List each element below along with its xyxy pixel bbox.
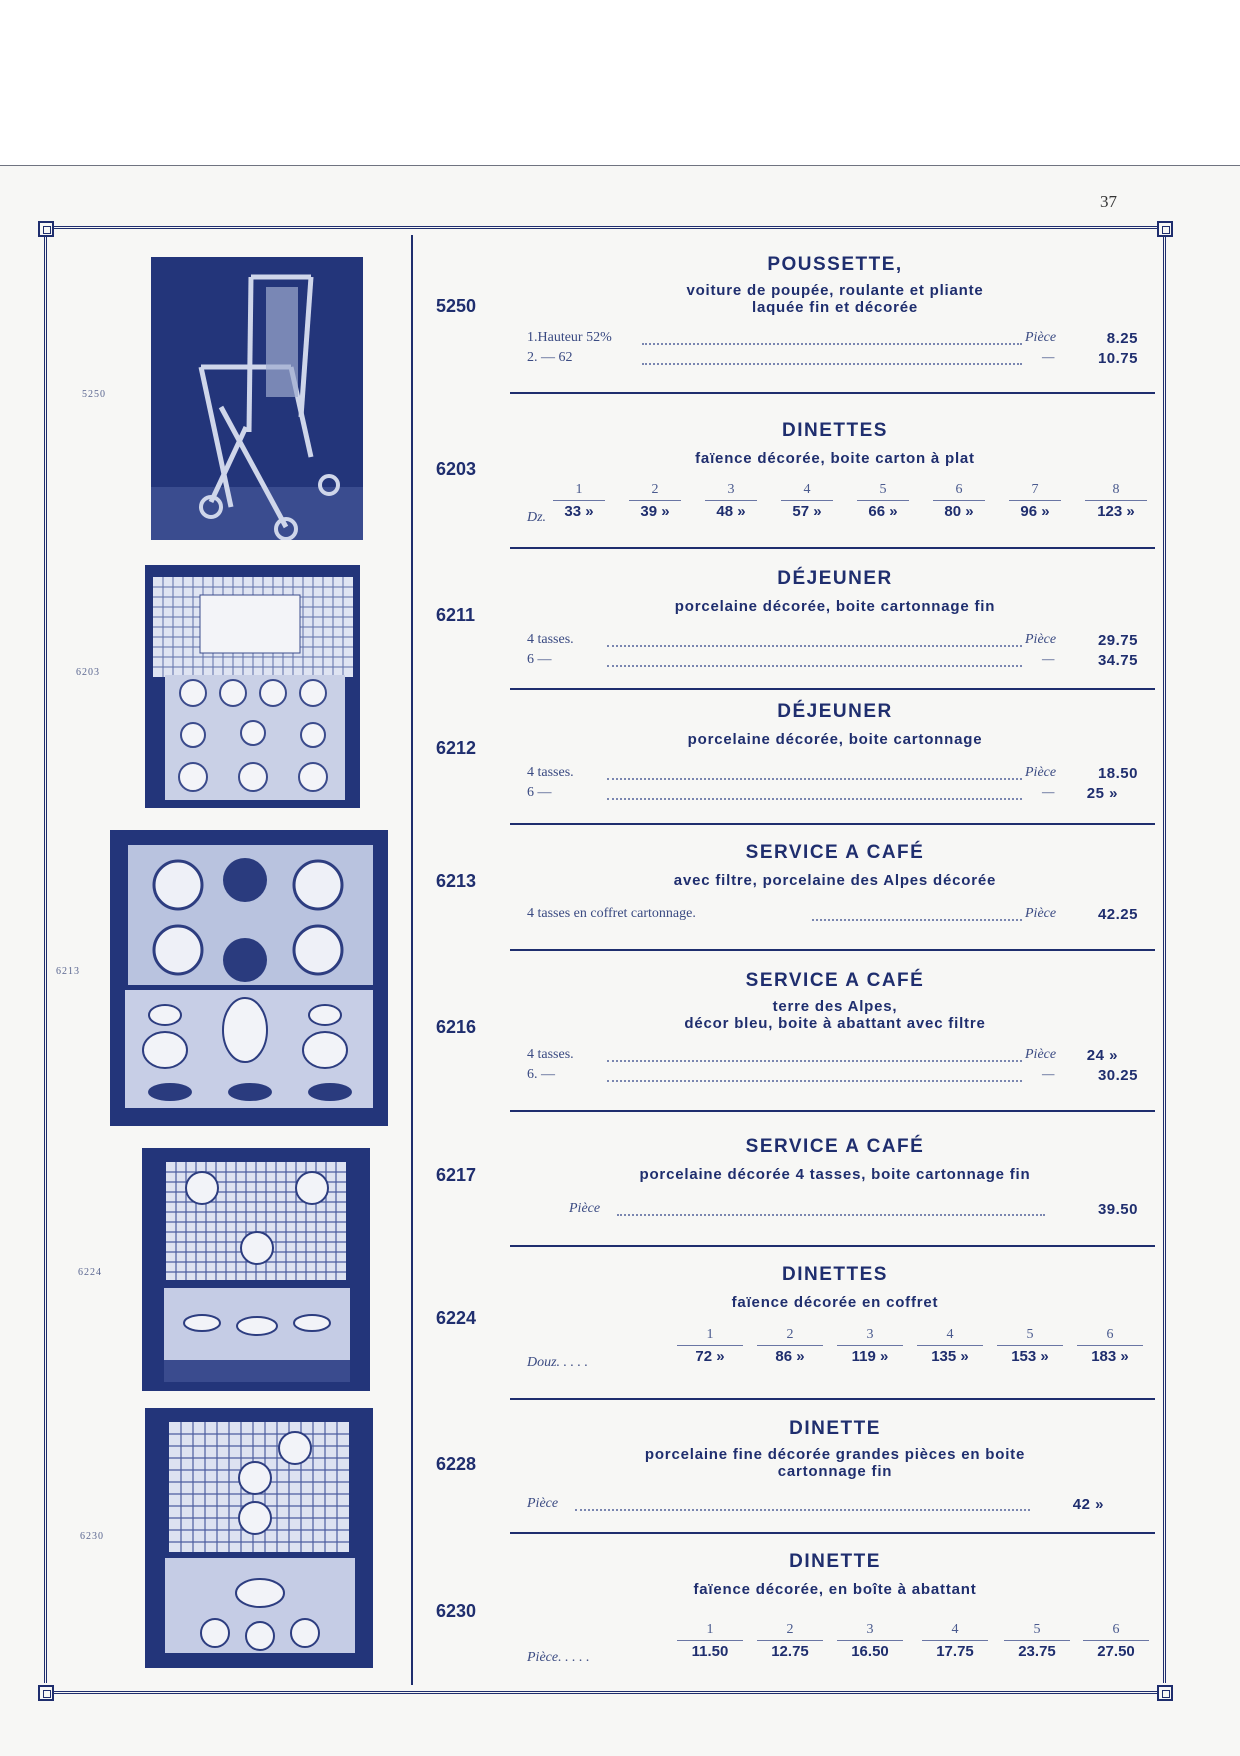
size-price: 183 »: [1077, 1345, 1143, 1365]
photo-label: 6213: [56, 966, 80, 977]
price-unit: Pièce: [1025, 765, 1057, 780]
item-code: 5250: [436, 296, 477, 316]
size-price: 39 »: [629, 500, 681, 520]
size-price: 48 »: [705, 500, 757, 520]
entry-6203: [515, 420, 1155, 467]
entry-title: DINETTE: [789, 1551, 881, 1572]
price-label: 6 —: [527, 652, 552, 667]
price-row: [527, 1201, 1144, 1219]
price-label: 1.Hauteur 52%: [527, 330, 612, 345]
size-price: 80 »: [933, 500, 985, 520]
price-value: 30.25: [1097, 1067, 1138, 1084]
entry-6211: [515, 568, 1155, 615]
page-number: 37: [1100, 192, 1117, 211]
entry-separator: [510, 1110, 1155, 1112]
entry-description: cartonnage fin: [777, 1463, 893, 1480]
price-grid-lead: Douz. . . . .: [527, 1355, 589, 1370]
size-number: 5: [879, 482, 887, 497]
photo-label: 6224: [78, 1267, 102, 1278]
price-value: 34.75: [1097, 652, 1138, 669]
leader-dots: [812, 906, 1022, 921]
size-price: 12.75: [757, 1640, 823, 1660]
price-label: 2. — 62: [527, 350, 573, 365]
price-value: 42 »: [1072, 1496, 1104, 1513]
photo-label: 5250: [82, 389, 106, 400]
entry-title: DINETTE: [789, 1418, 881, 1439]
photo-coffee-service: [110, 830, 388, 1126]
entry-5250: [515, 254, 1155, 316]
size-number: 6: [1106, 1327, 1114, 1342]
price-label: 6. —: [527, 1067, 555, 1082]
entry-6212: [515, 701, 1155, 748]
entry-description: faïence décorée, en boîte à abattant: [693, 1581, 977, 1598]
price-grid: [527, 1327, 1157, 1372]
size-number: 2: [786, 1622, 794, 1637]
size-number: 3: [727, 482, 735, 497]
price-value: 42.25: [1097, 906, 1138, 923]
price-unit: —: [1042, 652, 1055, 667]
price-unit: Pièce: [1025, 1047, 1057, 1062]
size-number: 2: [786, 1327, 794, 1342]
frame-left: [44, 236, 47, 1683]
item-code: 6217: [436, 1165, 477, 1185]
entry-description: porcelaine décorée, boite cartonnage fin: [674, 598, 996, 615]
size-price: 16.50: [837, 1640, 903, 1660]
price-row: [527, 1047, 1144, 1065]
price-label: Pièce: [569, 1201, 601, 1216]
size-price: 72 »: [677, 1345, 743, 1365]
size-price: 135 »: [917, 1345, 983, 1365]
size-price: 27.50: [1083, 1640, 1149, 1660]
price-unit: Pièce: [1025, 330, 1057, 345]
price-value: 8.25: [1106, 330, 1138, 347]
photo-dinette-coffret: [142, 1148, 370, 1391]
price-grid: [527, 482, 1157, 527]
entry-6217: [515, 1136, 1155, 1183]
leader-dots: [617, 1201, 1045, 1216]
size-number: 6: [955, 482, 963, 497]
price-unit: —: [1042, 350, 1055, 365]
price-row: [527, 785, 1144, 803]
price-cell: [1004, 1622, 1070, 1660]
price-cell: [997, 1327, 1063, 1365]
price-value: 29.75: [1097, 632, 1138, 649]
price-row: [527, 906, 1144, 924]
size-number: 6: [1112, 1622, 1120, 1637]
entry-6216: [515, 970, 1155, 1032]
price-cell: [922, 1622, 988, 1660]
size-number: 1: [575, 482, 583, 497]
price-cell: [677, 1622, 743, 1660]
leader-dots: [607, 765, 1022, 780]
corner-ornament-icon: [38, 1685, 54, 1701]
size-price: 123 »: [1085, 500, 1147, 520]
entry-6224: [515, 1264, 1155, 1311]
size-number: 4: [803, 482, 811, 497]
price-unit: Pièce: [1025, 632, 1057, 647]
entry-separator: [510, 1245, 1155, 1247]
size-price: 66 »: [857, 500, 909, 520]
size-number: 7: [1031, 482, 1039, 497]
price-cell: [1085, 482, 1147, 520]
entry-separator: [510, 1398, 1155, 1400]
item-code: 6228: [436, 1454, 477, 1474]
price-value: 39.50: [1097, 1201, 1138, 1218]
entry-title: DINETTES: [782, 1264, 888, 1285]
item-code: 6216: [436, 1017, 477, 1037]
price-grid-lead: Pièce. . . . .: [527, 1650, 590, 1665]
entry-title: POUSSETTE,: [767, 254, 903, 275]
price-cell: [1077, 1327, 1143, 1365]
price-label: 4 tasses.: [527, 765, 574, 780]
item-code: 6211: [436, 605, 476, 625]
entry-6213: [515, 842, 1155, 889]
size-number: 2: [651, 482, 659, 497]
entry-title: SERVICE A CAFÉ: [745, 842, 925, 863]
size-number: 1: [706, 1622, 714, 1637]
price-value: 24 »: [1086, 1047, 1118, 1064]
price-cell: [705, 482, 757, 520]
size-number: 3: [866, 1622, 874, 1637]
size-price: 96 »: [1009, 500, 1061, 520]
entry-description: porcelaine décorée 4 tasses, boite cartonnage fin: [639, 1166, 1031, 1183]
price-cell: [781, 482, 833, 520]
price-unit: Pièce: [1025, 906, 1057, 921]
entry-separator: [510, 949, 1155, 951]
price-unit: —: [1042, 785, 1055, 800]
entry-title: DINETTES: [782, 420, 888, 441]
entry-description: terre des Alpes,: [772, 998, 898, 1015]
leader-dots: [607, 785, 1022, 800]
photo-dinette-box: [145, 565, 360, 808]
size-price: 86 »: [757, 1345, 823, 1365]
corner-ornament-icon: [1157, 221, 1173, 237]
size-number: 5: [1033, 1622, 1041, 1637]
price-cell: [933, 482, 985, 520]
price-cell: [1083, 1622, 1149, 1660]
leader-dots: [607, 1047, 1022, 1062]
leader-dots: [642, 350, 1022, 365]
price-cell: [553, 482, 605, 520]
entry-description: avec filtre, porcelaine des Alpes décorée: [673, 872, 997, 889]
price-row: [527, 1496, 1144, 1514]
price-label: 4 tasses.: [527, 1047, 574, 1062]
price-cell: [629, 482, 681, 520]
size-price: 57 »: [781, 500, 833, 520]
size-number: 4: [946, 1327, 954, 1342]
size-number: 3: [866, 1327, 874, 1342]
price-cell: [837, 1622, 903, 1660]
size-number: 4: [951, 1622, 959, 1637]
entry-title: DÉJEUNER: [777, 701, 893, 722]
frame-right: [1163, 236, 1166, 1683]
item-code: 6212: [436, 738, 477, 758]
entry-separator: [510, 1532, 1155, 1534]
price-grid-lead: Dz.: [527, 510, 547, 525]
size-price: 33 »: [553, 500, 605, 520]
column-divider: [411, 235, 413, 1685]
entry-title: SERVICE A CAFÉ: [745, 970, 925, 991]
size-price: 23.75: [1004, 1640, 1070, 1660]
entry-description: voiture de poupée, roulante et pliante: [686, 282, 984, 299]
price-label: Pièce: [527, 1496, 559, 1511]
leader-dots: [607, 1067, 1022, 1082]
price-row: [527, 1067, 1144, 1085]
leader-dots: [607, 652, 1022, 667]
price-cell: [857, 482, 909, 520]
entry-separator: [510, 547, 1155, 549]
photo-label: 6230: [80, 1531, 104, 1542]
size-price: 11.50: [677, 1640, 743, 1660]
size-price: 119 »: [837, 1345, 903, 1365]
price-cell: [837, 1327, 903, 1365]
leader-dots: [575, 1496, 1030, 1511]
frame-top: [54, 226, 1163, 229]
frame-bottom: [54, 1691, 1163, 1694]
corner-ornament-icon: [1157, 1685, 1173, 1701]
price-value: 10.75: [1097, 350, 1138, 367]
item-code: 6224: [436, 1308, 477, 1328]
price-value: 18.50: [1097, 765, 1138, 782]
price-row: [527, 765, 1144, 783]
price-cell: [757, 1622, 823, 1660]
price-unit: —: [1042, 1067, 1055, 1082]
size-number: 5: [1026, 1327, 1034, 1342]
entry-description: laquée fin et décorée: [751, 299, 919, 316]
price-cell: [677, 1327, 743, 1365]
entry-6230: [515, 1551, 1155, 1598]
entry-title: DÉJEUNER: [777, 568, 893, 589]
size-price: 17.75: [922, 1640, 988, 1660]
size-number: 8: [1112, 482, 1120, 497]
entry-6228: [515, 1418, 1155, 1480]
corner-ornament-icon: [38, 221, 54, 237]
item-code: 6213: [436, 871, 477, 891]
price-row: [527, 330, 1144, 348]
item-code: 6230: [436, 1601, 477, 1621]
entry-description: décor bleu, boite à abattant avec filtre: [684, 1015, 986, 1032]
price-row: [527, 652, 1144, 670]
leader-dots: [607, 632, 1022, 647]
price-label: 4 tasses.: [527, 632, 574, 647]
price-value: 25 »: [1086, 785, 1118, 802]
price-cell: [1009, 482, 1061, 520]
entry-description: faïence décorée, boite carton à plat: [695, 450, 975, 467]
entry-separator: [510, 823, 1155, 825]
item-code: 6203: [436, 459, 477, 479]
leader-dots: [642, 330, 1022, 345]
price-cell: [917, 1327, 983, 1365]
size-price: 153 »: [997, 1345, 1063, 1365]
entry-description: porcelaine fine décorée grandes pièces en boite: [644, 1446, 1026, 1463]
price-row: [527, 632, 1144, 650]
entry-title: SERVICE A CAFÉ: [745, 1136, 925, 1157]
price-row: [527, 350, 1144, 368]
entry-separator: [510, 392, 1155, 394]
price-label: 4 tasses en coffret cartonnage.: [527, 906, 696, 921]
price-grid: [527, 1622, 1157, 1667]
photo-label: 6203: [76, 667, 100, 678]
price-label: 6 —: [527, 785, 552, 800]
entry-separator: [510, 688, 1155, 690]
entry-description: faïence décorée en coffret: [731, 1294, 939, 1311]
entry-description: porcelaine décorée, boite cartonnage: [687, 731, 983, 748]
photo-dinette-abattant: [145, 1408, 373, 1668]
size-number: 1: [706, 1327, 714, 1342]
price-cell: [757, 1327, 823, 1365]
photo-pram: [151, 257, 363, 540]
